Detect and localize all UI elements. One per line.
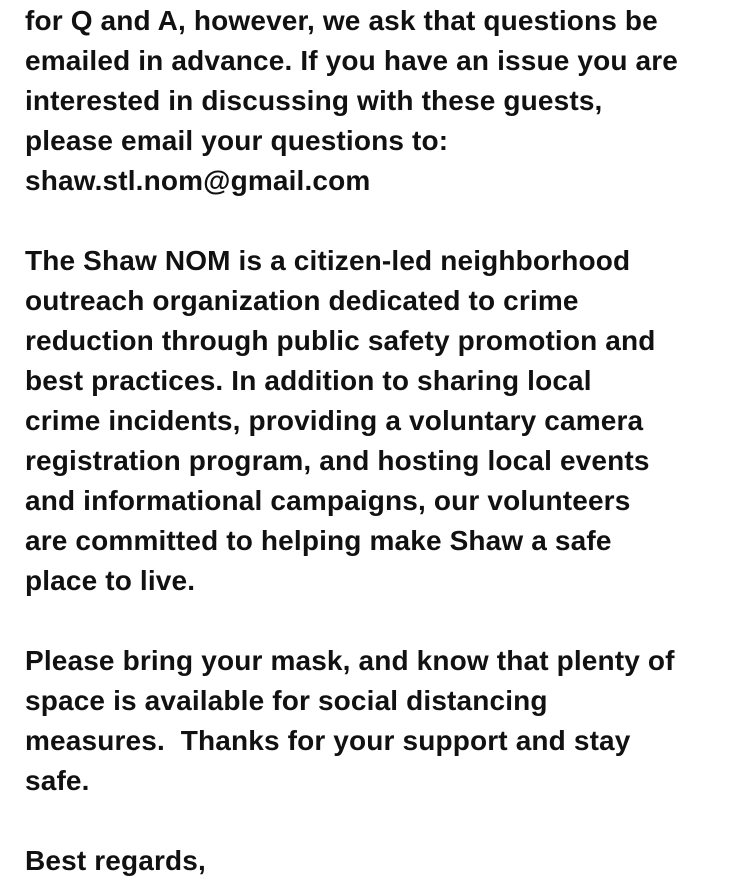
text-line: registration program, and hosting local events [25, 445, 650, 476]
questions-paragraph [25, 1, 745, 201]
about-paragraph [25, 241, 745, 601]
text-line: interested in discussing with these guests, [25, 85, 603, 116]
text-line: for Q and A, however, we ask that questions be [25, 5, 658, 36]
text-line: crime incidents, providing a voluntary camera [25, 405, 644, 436]
email-body [25, 1, 745, 881]
paragraph-spacer [25, 801, 745, 841]
contact-email-line [25, 161, 745, 201]
text-line: and informational campaigns, our volunteers [25, 485, 631, 516]
text-line: best practices. In addition to sharing local [25, 365, 592, 396]
closing-line: Best regards, [25, 845, 206, 876]
text-line: outreach organization dedicated to crime [25, 285, 579, 316]
text-line: safe. [25, 765, 90, 796]
text-line: are committed to helping make Shaw a safe [25, 525, 612, 556]
paragraph-spacer [25, 601, 745, 641]
text-line: space is available for social distancing [25, 685, 548, 716]
paragraph-spacer [25, 201, 745, 241]
contact-email-link[interactable]: shaw.stl.nom@gmail.com [25, 165, 371, 196]
text-line: The Shaw NOM is a citizen-led neighborhood [25, 245, 631, 276]
text-line: Please bring your mask, and know that plenty of [25, 645, 675, 676]
text-line: please email your questions to: [25, 125, 449, 156]
text-line: reduction through public safety promotion and [25, 325, 656, 356]
text-line: measures. Thanks for your support and stay [25, 725, 631, 756]
text-line: emailed in advance. If you have an issue you are [25, 45, 679, 76]
mask-paragraph [25, 641, 745, 801]
text-line: place to live. [25, 565, 196, 596]
